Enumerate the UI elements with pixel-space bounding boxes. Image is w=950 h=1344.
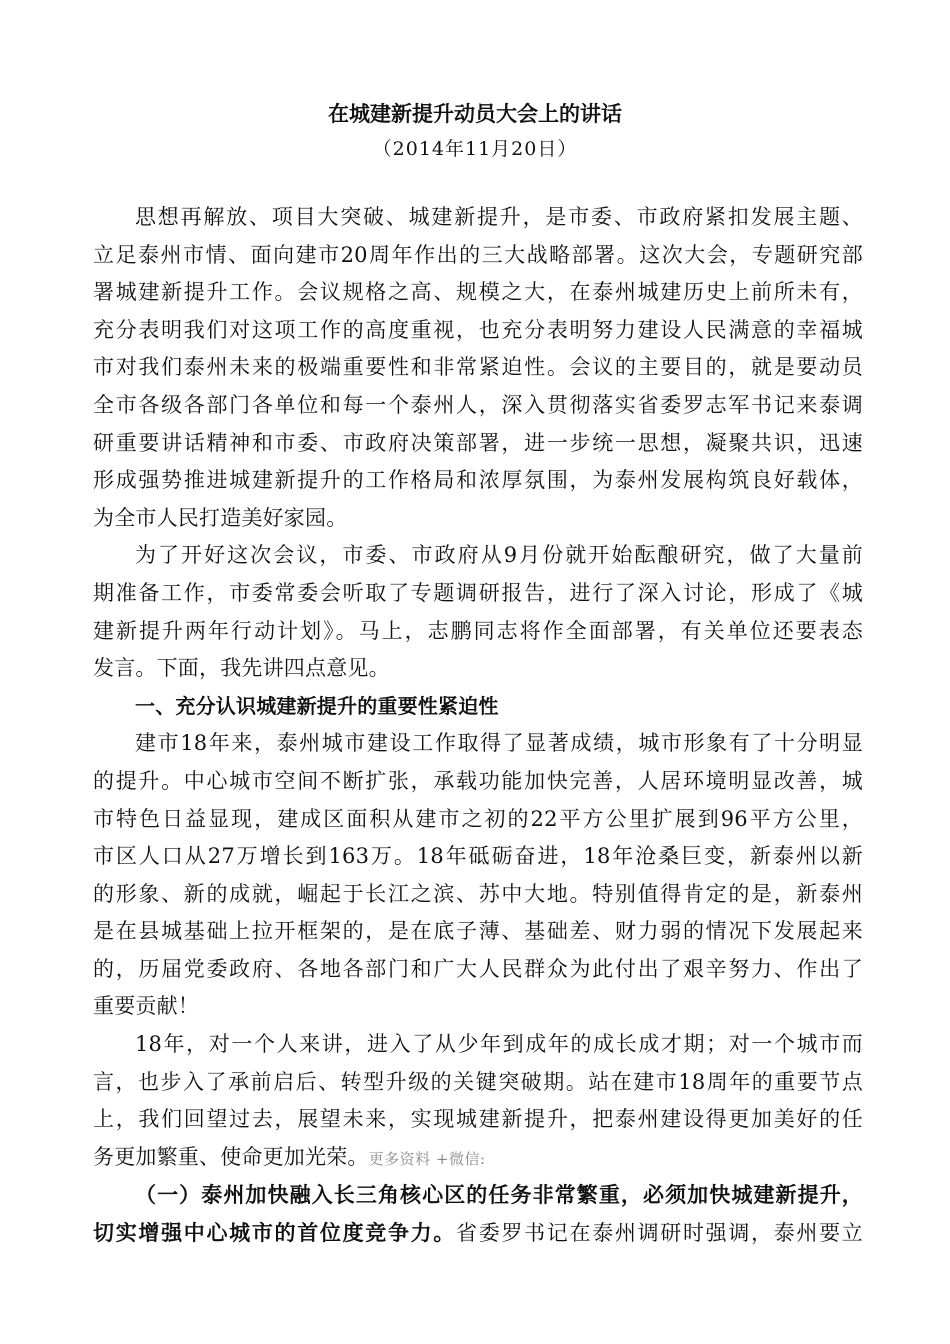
paragraph-text: 务更加繁重、使命更加光荣。 [93, 1144, 369, 1169]
paragraph-line: 市对我们泰州未来的极端重要性和非常紧迫性。会议的主要目的，就是要动员 [93, 355, 863, 380]
paragraph-line: 市区人口从27万增长到163万。18年砥砺奋进，18年沧桑巨变，新泰州以新 [93, 844, 863, 869]
paragraph-line: 建新提升两年行动计划》。马上，志鹏同志将作全面部署，有关单位还要表态 [93, 618, 863, 643]
section-heading: 一、充分认识城建新提升的重要性紧迫性 [135, 693, 499, 718]
subsection-heading: （一）泰州加快融入长三角核心区的任务非常繁重，必须加快城建新提升， [135, 1182, 863, 1208]
document-body [93, 199, 863, 1252]
paragraph-line: 言，也步入了承前启后、转型升级的关键突破期。站在建市18周年的重要节点 [93, 1069, 863, 1094]
paragraph-line: 为全市人民打造美好家园。 [93, 505, 348, 530]
paragraph-line: 为了开好这次会议，市委、市政府从9月份就开始酝酿研究，做了大量前 [135, 543, 863, 568]
paragraph-line: 的，历届党委政府、各地各部门和广大人民群众为此付出了艰辛努力、作出了 [93, 956, 863, 981]
paragraph-line: 的形象、新的成就，崛起于长江之滨、苏中大地。特别值得肯定的是，新泰州 [93, 881, 863, 906]
paragraph-line: 重要贡献！ [93, 994, 199, 1019]
paragraph-line: 期准备工作，市委常委会听取了专题调研报告，进行了深入讨论，形成了《城 [93, 580, 863, 605]
paragraph-line: 署城建新提升工作。会议规格之高、规模之大，在泰州城建历史上前所未有， [93, 280, 863, 305]
subsection-heading-continued: 切实增强中心城市的首位度竞争力。 [93, 1220, 457, 1246]
paragraph-line: 的提升。中心城市空间不断扩张，承载功能加快完善，人居环境明显改善，城 [93, 768, 863, 793]
paragraph-line: 立足泰州市情、面向建市20周年作出的三大战略部署。这次大会，专题研究部 [93, 242, 863, 267]
paragraph-line: 上，我们回望过去，展望未来，实现城建新提升，把泰州建设得更加美好的任 [93, 1107, 863, 1132]
paragraph-line: 是在县城基础上拉开框架的，是在底子薄、基础差、财力弱的情况下发展起来 [93, 919, 863, 944]
paragraph-line: 发言。下面，我先讲四点意见。 [93, 656, 390, 681]
paragraph-line: 研重要讲话精神和市委、市政府决策部署，进一步统一思想，凝聚共识，迅速 [93, 430, 863, 455]
paragraph-line: 思想再解放、项目大突破、城建新提升，是市委、市政府紧扣发展主题、 [135, 205, 863, 229]
paragraph-line: 市特色日益显现，建成区面积从建市之初的22平方公里扩展到96平方公里， [93, 806, 863, 831]
paragraph-line: 充分表明我们对这项工作的高度重视，也充分表明努力建设人民满意的幸福城 [93, 317, 863, 342]
paragraph-line: 18年，对一个人来讲，进入了从少年到成年的成长成才期；对一个城市而 [135, 1032, 863, 1057]
document-title: 在城建新提升动员大会上的讲话 [328, 102, 622, 126]
document-date: （2014年11月20日） [372, 138, 578, 160]
paragraph-line [93, 1214, 863, 1252]
watermark-note: 更多资料 +微信: [368, 1149, 486, 1168]
paragraph-line [93, 1139, 863, 1177]
paragraph-line: 建市18年来，泰州城市建设工作取得了显著成绩，城市形象有了十分明显 [135, 731, 863, 756]
paragraph-line: 全市各级各部门各单位和每一个泰州人，深入贯彻落实省委罗志军书记来泰调 [93, 392, 863, 417]
paragraph-text: 省委罗书记在泰州调研时强调，泰州要立 [456, 1221, 863, 1246]
paragraph-line: 形成强势推进城建新提升的工作格局和浓厚氛围，为泰州发展构筑良好载体， [93, 468, 863, 493]
